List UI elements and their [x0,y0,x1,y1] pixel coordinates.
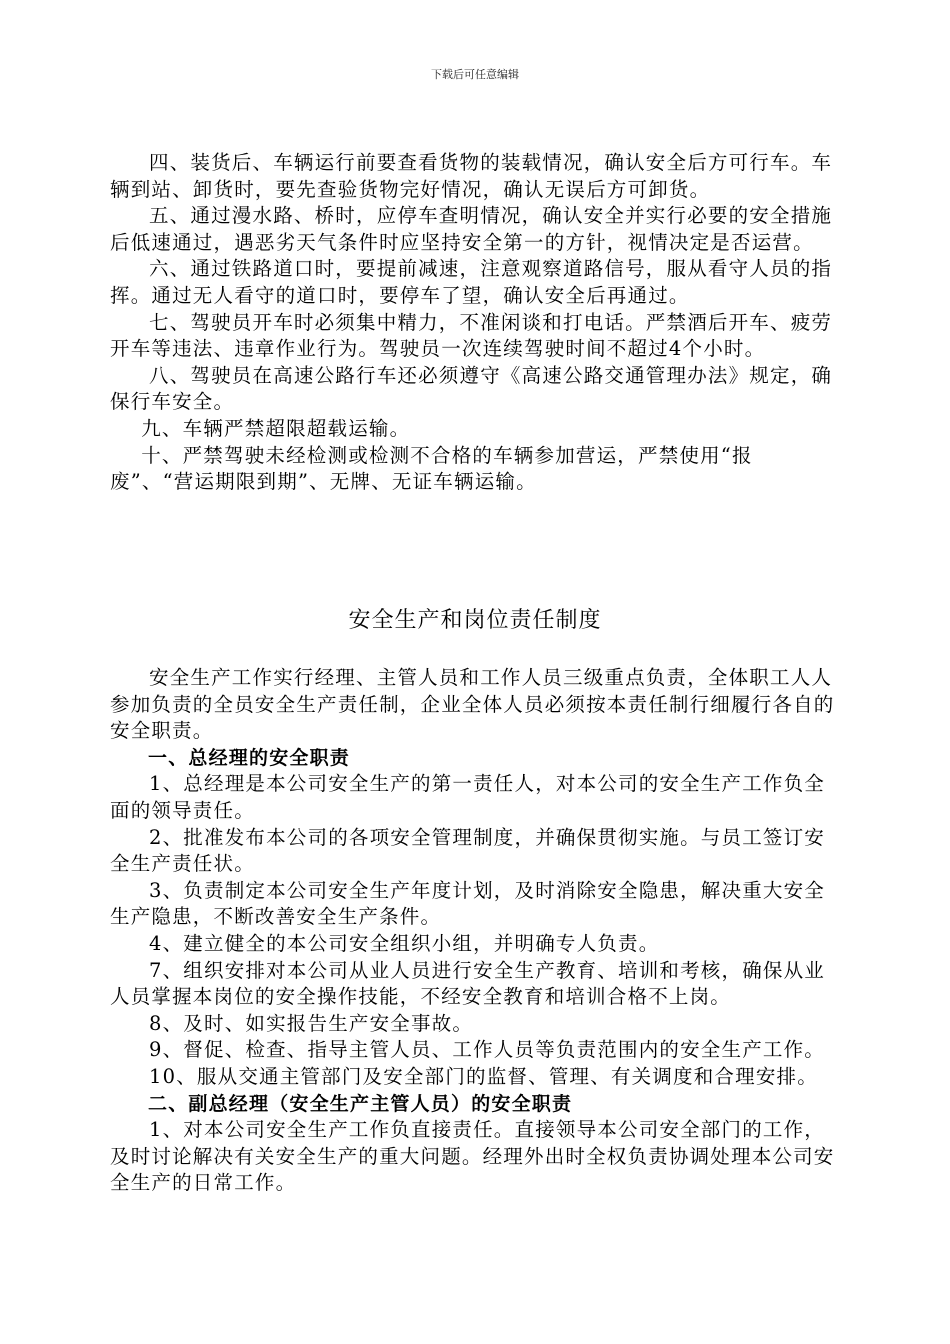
rule-paragraph: 八、驾驶员在高速公路行车还必须遵守《高速公路交通管理办法》规定，确保行车安全。 [110,363,833,414]
responsibility-section [110,665,836,1197]
rule-paragraph: 五、通过漫水路、桥时，应停车查明情况，确认安全并实行必要的安全措施后低速通过，遇恶劣天气条件时应坚持安全第一的方针，视情决定是否运营。 [110,204,833,254]
vgm-duty-item: 1、对本公司安全生产工作负直接责任。直接领导本公司安全部门的工作，及时讨论解决有关安全生产的重大问题。经理外出时全权负责协调处理本公司安全生产的日常工作。 [110,1118,835,1195]
rule-paragraph: 十、严禁驾驶未经检测或检测不合格的车辆参加营运，严禁使用“报废”、“营运期限到期”、无牌、无证车辆运输。 [110,443,753,494]
rule-paragraph: 七、驾驶员开车时必须集中精力，不准闲谈和打电话。严禁酒后开车、疲劳开车等违法、违章作业行为。驾驶员一次连续驾驶时间不超过4个小时。 [110,310,833,361]
gm-duty-item: 9、督促、检查、指导主管人员、工作人员等负责范围内的安全生产工作。 [149,1038,826,1062]
vgm-duties-heading: 二、副总经理（安全生产主管人员）的安全职责 [148,1092,573,1115]
driving-rules-section [110,150,836,496]
gm-duty-item: 7、组织安排对本公司从业人员进行安全生产教育、培训和考核，确保从业人员掌握本岗位的安全操作技能，不经安全教育和培训合格不上岗。 [110,958,826,1009]
gm-duty-item: 2、批准发布本公司的各项安全管理制度，并确保贯彻实施。与员工签订安全生产责任状。 [110,825,826,876]
page-header-note: 下载后可任意编辑 [431,68,519,81]
gm-duty-item: 10、服从交通主管部门及安全部门的监督、管理、有关调度和合理安排。 [149,1064,818,1088]
gm-duty-item: 1、总经理是本公司安全生产的第一责任人，对本公司的安全生产工作负全面的领导责任。 [110,772,826,822]
document-title: 安全生产和岗位责任制度 [348,608,602,633]
intro-paragraph: 安全生产工作实行经理、主管人员和工作人员三级重点负责，全体职工人人参加负责的全员安全生产责任制，企业全体人员必须按本责任制行细履行各自的安全职责。 [110,666,835,743]
rule-paragraph: 四、装货后、车辆运行前要查看货物的装载情况，确认安全后方可行车。车辆到站、卸货时，要先查验货物完好情况，确认无误后方可卸货。 [110,151,833,201]
gm-duties-heading: 一、总经理的安全职责 [148,746,351,769]
rule-paragraph: 六、通过铁路道口时，要提前减速，注意观察道路信号，服从看守人员的指挥。通过无人看守的道口时，要停车了望，确认安全后再通过。 [110,257,833,307]
gm-duty-item: 3、负责制定本公司安全生产年度计划，及时消除安全隐患，解决重大安全生产隐患，不断改善安全生产条件。 [110,878,826,929]
gm-duty-item: 8、及时、如实报告生产安全事故。 [149,1011,474,1035]
rule-paragraph: 九、车辆严禁超限超载运输。 [141,416,411,440]
gm-duty-item: 4、建立健全的本公司安全组织小组，并明确专人负责。 [149,931,660,955]
